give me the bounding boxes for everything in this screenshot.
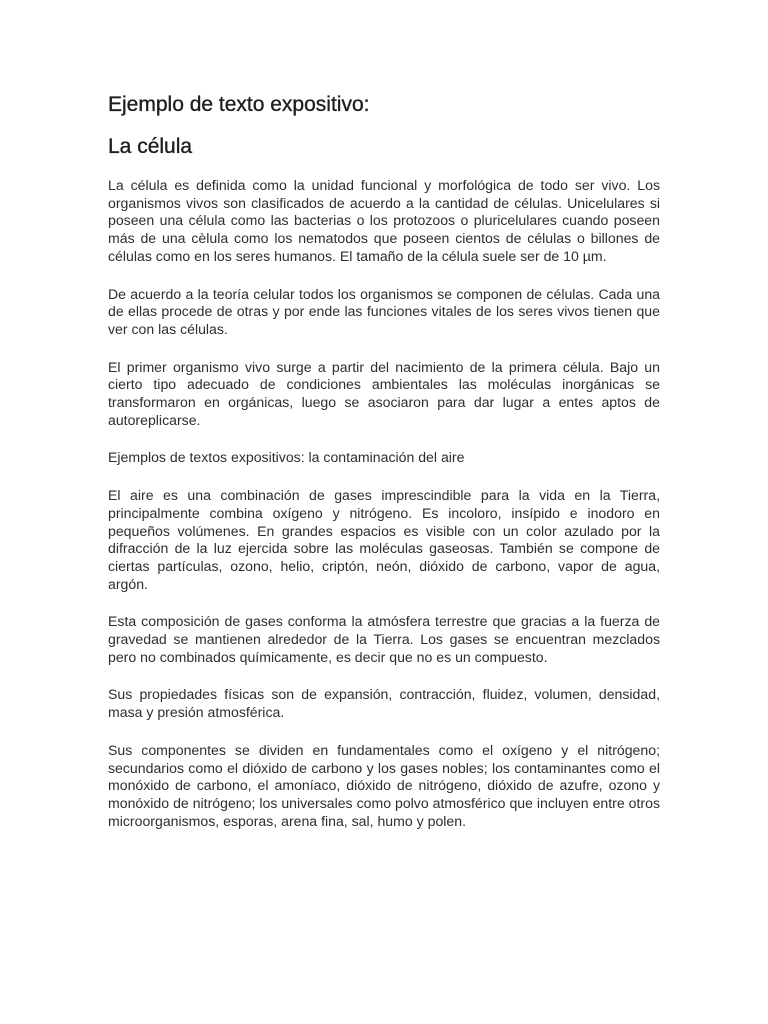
paragraph-physical-properties: Sus propiedades físicas son de expansión, contracción, fluidez, volumen, densidad, masa y presión atmosférica. bbox=[108, 686, 660, 721]
paragraph-air-composition: El aire es una combinación de gases imprescindible para la vida en la Tierra, principalmente combina oxígeno y nitrógeno. Es incoloro, insípido e inodoro en pequeños volúmenes. En grandes espacios es visible con un color azulado por la difracción de la luz ejercida sobre las moléculas gaseosas. También se compone de ciertas partículas, ozono, helio, criptón, neón, dióxido de carbono, vapor de agua, argón. bbox=[108, 487, 660, 592]
paragraph-atmosphere: Esta composición de gases conforma la atmósfera terrestre que gracias a la fuerza de gravedad se mantienen alrededor de la Tierra. Los gases se encuentran mezclados pero no combinados químicamente, es decir que no es un compuesto. bbox=[108, 613, 660, 665]
document-title: Ejemplo de texto expositivo: bbox=[108, 93, 370, 116]
document-page bbox=[108, 88, 660, 830]
paragraph-section-heading: Ejemplos de textos expositivos: la contaminación del aire bbox=[108, 449, 465, 466]
paragraph-components: Sus componentes se dividen en fundamentales como el oxígeno y el nitrógeno; secundarios como el dióxido de carbono y los gases nobles; los contaminantes como el monóxido de carbono, el amoníaco, dióxido de nitrógeno, dióxido de azufre, ozono y monóxido de nitrógeno; los universales como polvo atmosférico que incluyen entre otros microorganismos, esporas, arena fina, sal, humo y polen. bbox=[108, 741, 660, 829]
document-subtitle: La célula bbox=[108, 135, 193, 158]
document-body bbox=[108, 177, 660, 830]
paragraph-first-organism: El primer organismo vivo surge a partir del nacimiento de la primera célula. Bajo un cierto tipo adecuado de condiciones ambientales las moléculas inorgánicas se transformaron en orgánicas, luego se asociaron para dar lugar a entes aptos de autoreplicarse. bbox=[108, 358, 660, 428]
paragraph-cell-definition: La célula es definida como la unidad funcional y morfológica de todo ser vivo. Los organismos vivos son clasificados de acuerdo a la cantidad de células. Unicelulares si poseen una célula como las bacterias o los protozoos o pluricelulares cuando poseen más de una cèlula como los nematodos que poseen cientos de células o billones de células como en los seres humanos. El tamaño de la célula suele ser de 10 µm. bbox=[108, 177, 660, 264]
paragraph-cell-theory: De acuerdo a la teoría celular todos los organismos se componen de células. Cada una de ellas procede de otras y por ende las funciones vitales de los seres vivos tienen que ver con las células. bbox=[108, 285, 660, 337]
